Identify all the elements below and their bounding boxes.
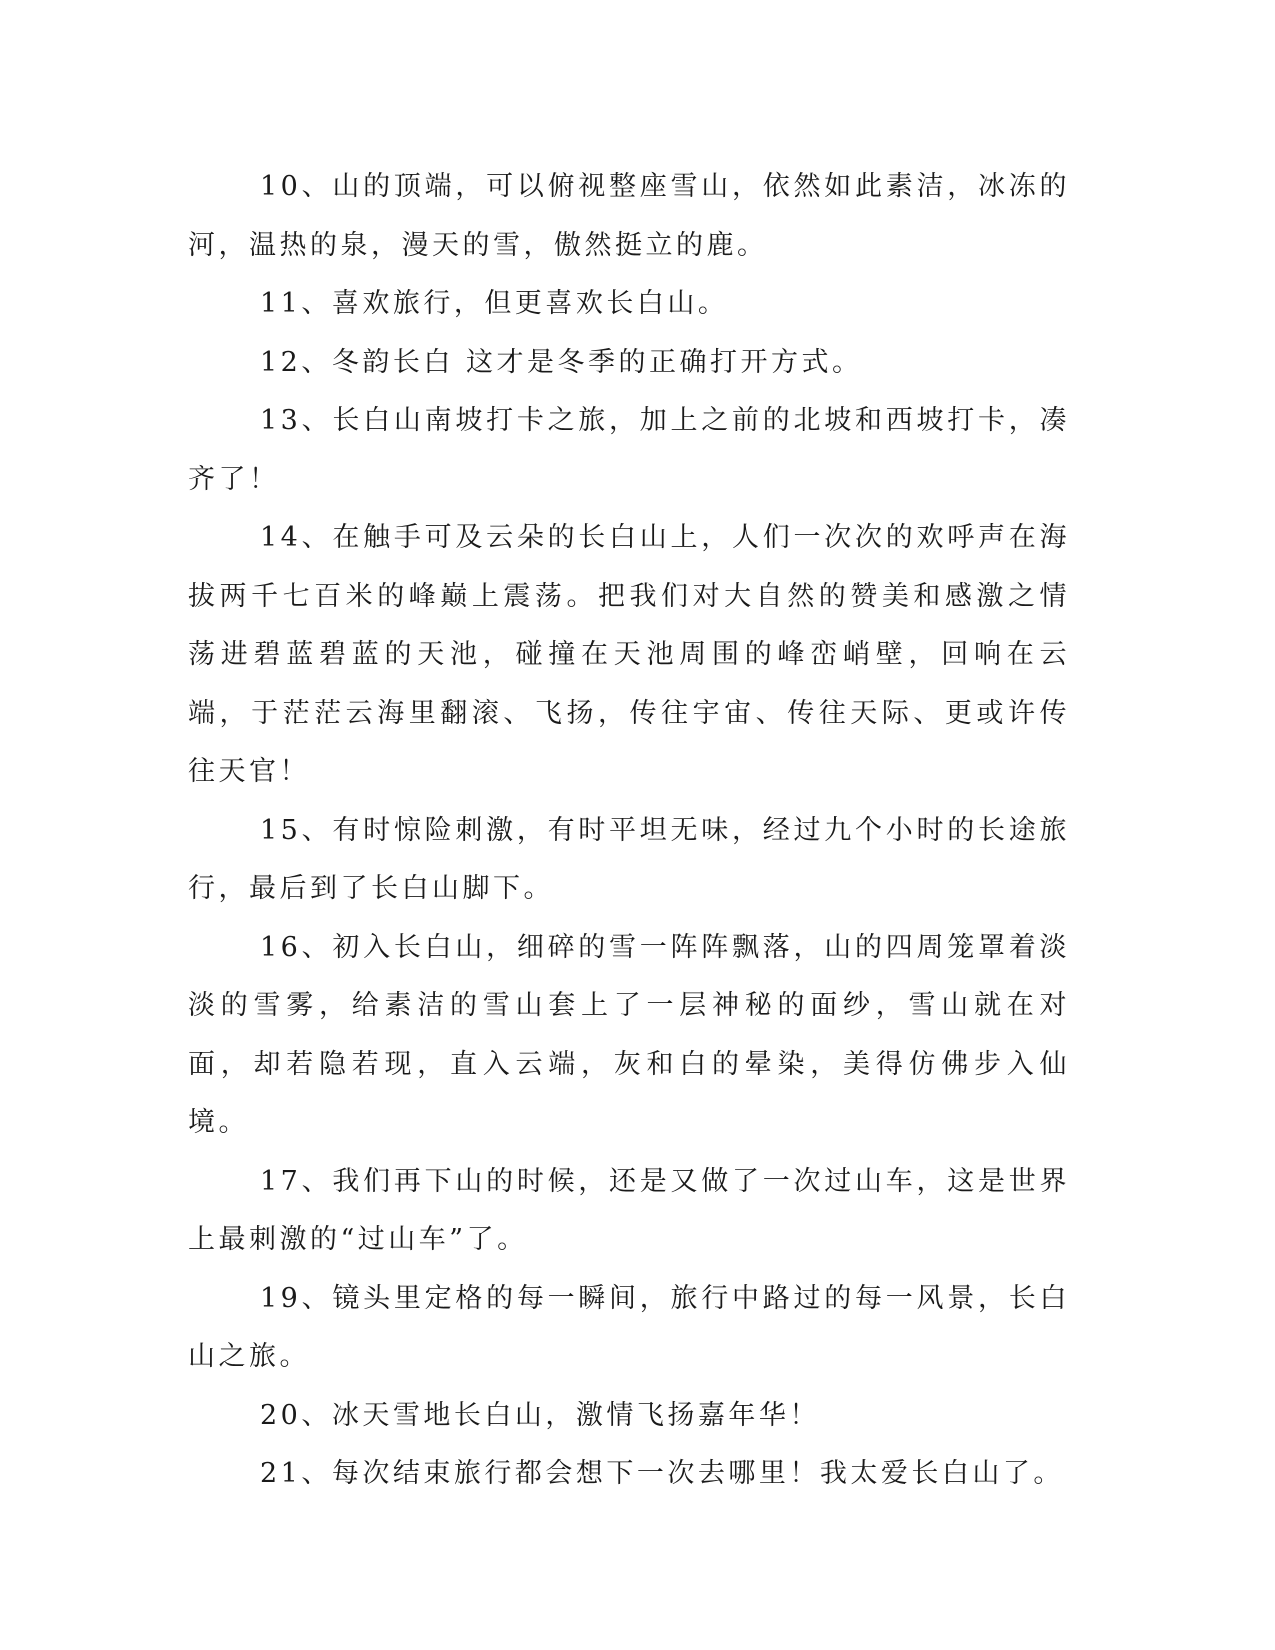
paragraph-21: 21、每次结束旅行都会想下一次去哪里！我太爱长白山了。	[260, 1458, 1064, 1489]
paragraph-14: 14、在触手可及云朵的长白山上，人们一次次的欢呼声在海拔两千七百米的峰巅上震荡。把我们对大自然的赞美和感激之情荡进碧蓝碧蓝的天池，碰撞在天池周围的峰峦峭壁，回响在云端，于茫茫云海里翻滚、飞扬，传往宇宙、传往天际、更或许传往天官！	[188, 522, 1070, 787]
paragraph-10: 10、山的顶端，可以俯视整座雪山，依然如此素洁，冰冻的河，温热的泉，漫天的雪，傲然挺立的鹿。	[188, 171, 1070, 261]
paragraph-11: 11、喜欢旅行，但更喜欢长白山。	[260, 288, 729, 319]
paragraph-19: 19、镜头里定格的每一瞬间，旅行中路过的每一风景，长白山之旅。	[188, 1282, 1070, 1372]
paragraph-13: 13、长白山南坡打卡之旅，加上之前的北坡和西坡打卡，凑齐了！	[188, 405, 1070, 495]
document-body	[188, 158, 1070, 1504]
paragraph-12: 12、冬韵长白 这才是冬季的正确打开方式。	[260, 346, 863, 378]
paragraph-16: 16、初入长白山，细碎的雪一阵阵飘落，山的四周笼罩着淡淡的雪雾，给素洁的雪山套上了一层神秘的面纱，雪山就在对面，却若隐若现，直入云端，灰和白的晕染，美得仿佛步入仙境。	[188, 931, 1070, 1138]
paragraph-15: 15、有时惊险刺激，有时平坦无味，经过九个小时的长途旅行，最后到了长白山脚下。	[188, 814, 1070, 904]
paragraph-20: 20、冰天雪地长白山，激情飞扬嘉年华！	[260, 1399, 820, 1431]
paragraph-17: 17、我们再下山的时候，还是又做了一次过山车，这是世界上最刺激的“过山车”了。	[188, 1165, 1070, 1255]
